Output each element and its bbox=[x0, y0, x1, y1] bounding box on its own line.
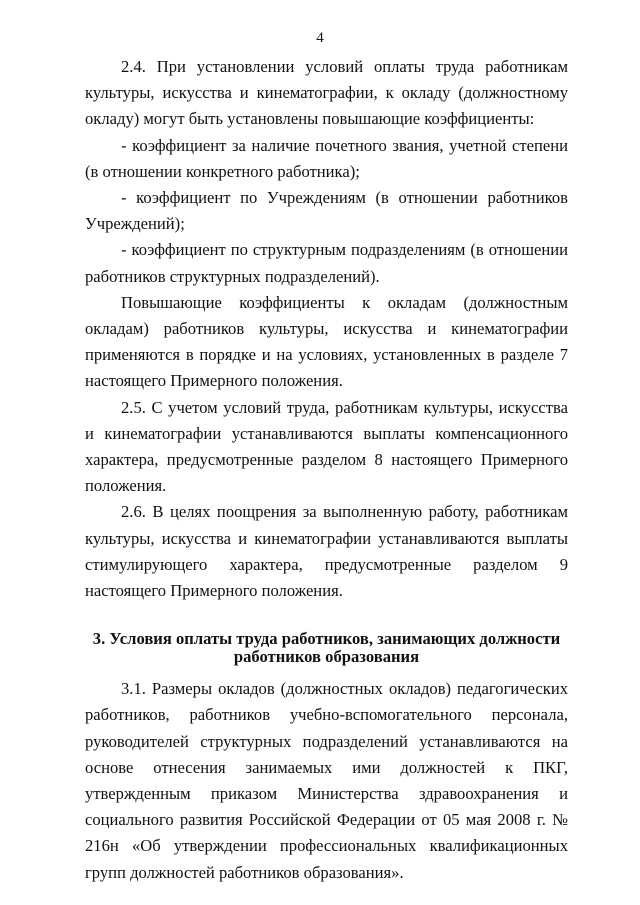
section-heading-line-1: 3. Условия оплаты труда работников, занимающих должности bbox=[92, 629, 561, 649]
paragraph-2-4: 2.4. При установлении условий оплаты труда работникам культуры, искусства и кинематографии, к окладу (должностному окладу) могут быть установлены повышающие коэффициенты: bbox=[85, 57, 568, 129]
section-3-heading bbox=[85, 630, 568, 666]
list-item-institutions: - коэффициент по Учреждениям (в отношении работников Учреждений); bbox=[85, 188, 568, 234]
list-item-honorary-title: - коэффициент за наличие почетного звания, учетной степени (в отношении конкретного работника); bbox=[85, 135, 568, 181]
document-body bbox=[85, 54, 568, 886]
paragraph-2-6: 2.6. В целях поощрения за выполненную работу, работникам культуры, искусства и кинематографии устанавливаются выплаты стимулирующего характера, предусмотренные разделом 9 настоящего Примерного положения. bbox=[85, 502, 568, 601]
list-item-structural-units: - коэффициент по структурным подразделениям (в отношении работников структурных подразделений). bbox=[85, 240, 568, 286]
paragraph-3-1: 3.1. Размеры окладов (должностных окладов) педагогических работников, работников учебно-вспомогательного персонала, руководителей структурных подразделений устанавливаются на основе отнесения занимаемых ими должностей к ПКГ, утвержденным приказом Министерства здравоохранения и социального развития Российской Федерации от 05 мая 2008 г. № 216н «Об утверждении профессиональных квалификационных групп должностей работников образования». bbox=[85, 679, 568, 882]
paragraph-coefficients: Повышающие коэффициенты к окладам (должностным окладам) работников культуры, искусства и кинематографии применяются в порядке и на условиях, установленных в разделе 7 настоящего Примерного положения. bbox=[85, 292, 568, 391]
page-number: 4 bbox=[316, 30, 324, 46]
section-heading-line-2: работников образования bbox=[233, 647, 420, 667]
paragraph-2-5: 2.5. С учетом условий труда, работникам культуры, искусства и кинематографии устанавливаются выплаты компенсационного характера, предусмотренные разделом 8 настоящего Примерного положения. bbox=[85, 397, 568, 496]
